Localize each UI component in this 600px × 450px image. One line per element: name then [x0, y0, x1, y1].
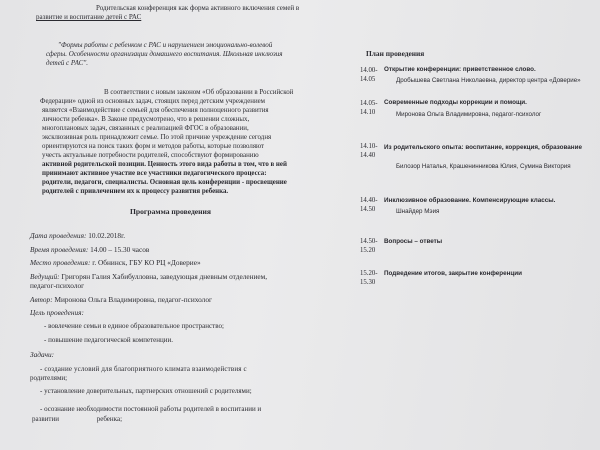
lead-value: Григорян Галия Хабибулловна, заведующая дневным отделением,: [61, 272, 268, 281]
plan-time-end: 15.20: [360, 247, 376, 254]
plan-time-start: 14.10-: [360, 143, 378, 150]
plan-time-end: 14.50: [360, 206, 376, 213]
plan-time-start: 14.05-: [360, 100, 378, 107]
paragraph-line: учесть актуальные потребности родителей, способствуют формированию: [42, 152, 259, 159]
plan-item-title: Открытие конференции: приветственное слово.: [384, 66, 536, 73]
paragraph-line: родители, педагоги, специалисты. Основная цель конференции - просвещение: [42, 179, 287, 186]
paragraph-line: принимают активное участие все участники педагогического процесса:: [42, 170, 267, 177]
paragraph-line: эксклюзивная роль принадлежит семье. По этой причине учреждение сегодня: [42, 134, 272, 141]
date-label: Дата проведения:: [30, 231, 87, 240]
paragraph-line: личности ребенка». В Законе предусмотрено, что в решении сложных,: [42, 116, 250, 123]
task-3b: развитии: [32, 415, 59, 423]
lead-label: Ведущий:: [30, 272, 60, 281]
plan-time-start: 14.00-: [360, 67, 378, 74]
goal-label: Цель проведения:: [30, 308, 84, 317]
time-row: [30, 245, 149, 254]
goal-item: - вовлечение семьи в единое образовательное пространство;: [44, 322, 224, 330]
plan-time-start: 14.40-: [360, 197, 378, 204]
task-item: - создание условий для благоприятного климата взаимодействия с: [40, 365, 247, 373]
plan-title: План проведения: [366, 49, 425, 58]
author-row: [30, 295, 212, 304]
place-value: г. Обнинск, ГБУ КО РЦ «Доверие»: [92, 258, 201, 267]
tasks-label: Задачи:: [30, 350, 55, 359]
program-title: Программа проведения: [130, 207, 212, 216]
task-3c: ребенка;: [96, 415, 123, 423]
intro-title-line-2: развитие и воспитание детей с РАС: [36, 13, 142, 21]
date-value: 10.02.2018г.: [88, 231, 126, 240]
plan-time-end: 14.10: [360, 109, 376, 116]
paragraph-line: родителей с привлечением их к процессу развития ребенка.: [42, 188, 229, 195]
paragraph-line: ориентируются на поиск таких форм и методов работы, которые позволяют: [42, 143, 265, 150]
plan-item-speaker: Шнайдер Мэия: [396, 208, 440, 215]
plan-item-speaker: Миронова Ольга Владимировна, педагог-психолог: [396, 111, 542, 118]
plan-item-title: Из родительского опыта: воспитание, коррекция, образование: [384, 144, 582, 151]
paragraph-line: В соответствии с новым законом «Об образовании в Российской: [104, 89, 294, 96]
time-label: Время проведения:: [30, 245, 89, 254]
plan-time-end: 15.30: [360, 279, 376, 286]
task-item-cont: [32, 415, 122, 424]
plan-item-title: Инклюзивное образование. Компенсирующие классы.: [384, 197, 556, 204]
paragraph-line: активной родительской позиции. Ценность этого вида работы в том, что в ней: [42, 161, 287, 168]
place-row: [30, 258, 201, 267]
epigraph-line-1: "Формы работы с ребенком с РАС и нарушением эмоционально-волевой: [58, 41, 273, 49]
lead-value-cont: педагог-психолог: [30, 281, 85, 290]
plan-item-title: Подведение итогов, закрытие конференции: [384, 270, 523, 277]
plan-time-end: 14.05: [360, 76, 376, 83]
author-label: Автор:: [30, 295, 53, 304]
plan-time-end: 14.40: [360, 152, 376, 159]
plan-time-start: 15.20-: [360, 270, 378, 277]
epigraph-line-3: детей с РАС".: [46, 59, 89, 67]
plan-item-title: Современные подходы коррекции и помощи.: [384, 99, 527, 106]
task-item: - установление доверительных, партнерских отношений с родителями;: [40, 387, 252, 395]
lead-row: [30, 272, 267, 281]
task-item: - осознание необходимости постоянной работы родителей в воспитании и: [40, 405, 262, 413]
plan-item-title: Вопросы – ответы: [384, 238, 443, 245]
time-value: 14.00 – 15.30 часов: [90, 245, 150, 254]
task-item-cont: родителями;: [30, 374, 68, 382]
date-row: [30, 231, 125, 240]
plan-time-start: 14.50-: [360, 238, 378, 245]
paragraph-line: является «Взаимодействие с семьей для обеспечения полноценного развития: [42, 107, 269, 114]
intro-title-line-1: Родительская конференция как форма активного включения семей в: [96, 4, 300, 12]
paragraph-line: многоплановых задач, связанных с реализацией ФГОС в образовании,: [42, 125, 249, 132]
author-value: Миронова Ольга Владимировна, педагог-психолог: [54, 295, 212, 304]
paragraph-line: Федерации» одной из основных задач, стоящих перед детским учреждением: [40, 98, 266, 105]
plan-item-speaker: Дробышева Светлана Николаевна, директор центра «Доверие»: [396, 77, 581, 84]
plan-item-speaker: Билозор Наталья, Крашенинникова Юлия, Сумина Виктория: [396, 163, 571, 170]
place-label: Место проведения:: [30, 258, 91, 267]
goal-item: - повышение педагогической компетенции.: [44, 336, 173, 344]
epigraph-line-2: сферы. Особенности организации домашнего воспитания. Школьная инклюзия: [46, 50, 283, 58]
